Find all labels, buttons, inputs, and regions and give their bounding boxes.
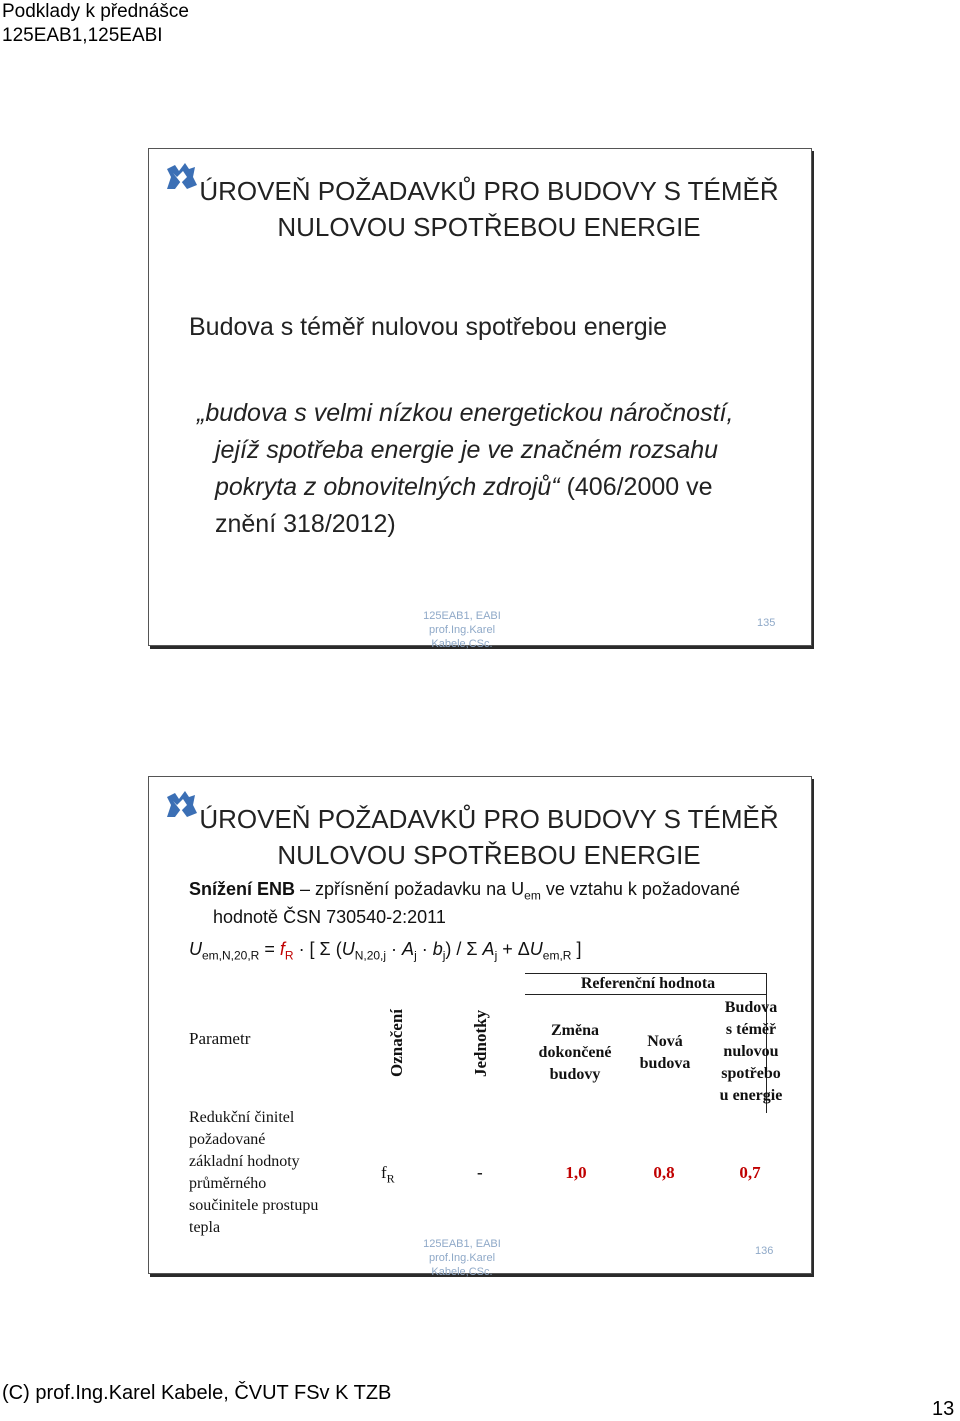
formula-sub-3: em,R [542, 948, 572, 963]
formula-u3: U [529, 939, 543, 959]
column-parametr: Parametr [189, 1029, 251, 1048]
column-zmena [525, 1020, 625, 1086]
column-jednotky: Jednotky [471, 1009, 490, 1077]
column-nzeb-line-1: Budova [724, 999, 778, 1016]
row-value-zmena: 1,0 [565, 1163, 587, 1182]
requirement-lead: Snížení ENB [189, 879, 296, 899]
column-nova-line-2: budova [639, 1055, 691, 1072]
credit-line-1: 125EAB1, EABI prof.Ing.Karel [423, 610, 501, 636]
row-value-nzeb: 0,7 [739, 1163, 761, 1182]
formula-eq: = [259, 939, 280, 959]
row-parameter-name [189, 1107, 318, 1239]
formula-b-sub: j [442, 948, 446, 963]
column-nzeb-line-2: s téměř [725, 1021, 777, 1038]
formula-a2-sub: j [494, 948, 498, 963]
page-number: 13 [932, 1398, 955, 1420]
row-param-line-3: základní hodnoty [189, 1153, 300, 1170]
row-param-line-4: průměrného [189, 1175, 267, 1192]
column-zmena-line-1: Změna [551, 1022, 599, 1039]
formula-a: A [402, 939, 415, 959]
header-line-2: 125EAB1,125EABI [2, 25, 163, 46]
quote-line-3: pokryta z obnovitelných zdrojů“ [215, 473, 560, 501]
formula-end: ] [571, 939, 582, 959]
reference-group-header: Referenční hodnota [580, 975, 716, 992]
formula [189, 939, 581, 963]
column-oznaceni: Označení [387, 1009, 406, 1077]
row-value-nova: 0,8 [653, 1163, 675, 1182]
column-zmena-line-3: budovy [549, 1066, 601, 1083]
slide-credit [397, 609, 527, 651]
formula-dot-2: · [416, 939, 433, 959]
formula-f-sub: R [284, 948, 294, 963]
slide-page-number: 135 [757, 617, 776, 629]
credit-line-1: 125EAB1, EABI prof.Ing.Karel [423, 1238, 501, 1264]
slide-title-line-1: ÚROVEŇ POŽADAVKŮ PRO BUDOVY S TÉMĚŘ [199, 176, 779, 206]
row-param-line-6: tepla [189, 1219, 221, 1236]
definition-quote [197, 395, 777, 543]
requirement-text-a: – zpřísnění požadavku na U [295, 879, 525, 899]
requirement-sub: em [524, 888, 541, 903]
formula-sub-2: N,20,j [354, 948, 387, 963]
row-symbol [381, 1163, 395, 1186]
row-unit: - [477, 1163, 483, 1182]
formula-a-sub: j [414, 948, 417, 963]
table-top-rule [525, 973, 767, 974]
column-zmena-line-2: dokončené [538, 1044, 612, 1061]
slide-136 [148, 776, 812, 1278]
page-footer-copyright: (C) prof.Ing.Karel Kabele, ČVUT FSv K TZB [2, 1382, 392, 1404]
column-nzeb-line-3: nulovou [723, 1043, 779, 1060]
slide-title-line-2: NULOVOU SPOTŘEBOU ENERGIE [277, 840, 701, 870]
slide-title-line-1: ÚROVEŇ POŽADAVKŮ PRO BUDOVY S TÉMĚŘ [199, 804, 779, 834]
page-header [2, 0, 189, 48]
row-symbol-f: f [381, 1163, 387, 1182]
requirement-standard: hodnotě ČSN 730540-2:2011 [213, 907, 446, 927]
column-nzeb-line-4: spotřebo [721, 1065, 781, 1082]
requirement-text-b: ve vztahu k požadované [540, 879, 740, 899]
formula-mid-2: ) / Σ [445, 939, 483, 959]
slide-page-number: 136 [755, 1245, 774, 1257]
column-nova [625, 1031, 705, 1075]
slide-credit [397, 1237, 527, 1279]
formula-sub-1: em,N,20,R [202, 948, 260, 963]
slide-135 [148, 148, 812, 650]
formula-a2: A [482, 939, 495, 959]
slide-title [189, 801, 789, 873]
column-nova-line-1: Nová [647, 1033, 683, 1050]
row-param-line-2: požadované [189, 1131, 266, 1148]
credit-line-2: Kabele,CSc. [431, 1266, 493, 1278]
formula-dot-1: · [386, 939, 403, 959]
requirement-line [189, 879, 740, 903]
row-param-line-5: součinitele prostupu [189, 1197, 319, 1214]
formula-mid-1: · [ Σ ( [293, 939, 342, 959]
quote-line-4: znění 318/2012) [215, 510, 396, 538]
formula-u: U [189, 939, 202, 959]
table-group-rule [525, 994, 767, 995]
quote-reference: (406/2000 ve [559, 473, 713, 501]
slide-title-line-2: NULOVOU SPOTŘEBOU ENERGIE [277, 212, 701, 242]
credit-line-2: Kabele,CSc. [431, 638, 493, 650]
formula-plus: + Δ [497, 939, 530, 959]
column-nzeb-line-5: u energie [719, 1087, 783, 1104]
slide-title [189, 173, 789, 245]
header-line-1: Podklady k přednášce [2, 1, 189, 22]
row-param-line-1: Redukční činitel [189, 1109, 295, 1126]
formula-b: b [432, 939, 443, 959]
column-nzeb [709, 997, 793, 1107]
slide-heading: Budova s téměř nulovou spotřebou energie [189, 313, 668, 341]
quote-line-2: jejíž spotřeba energie je ve značném rozsahu [215, 436, 719, 464]
formula-u2: U [341, 939, 355, 959]
row-symbol-sub: R [386, 1171, 395, 1186]
quote-line-1: „budova s velmi nízkou energetickou náročností, [197, 399, 734, 427]
formula-f: f [279, 939, 285, 959]
